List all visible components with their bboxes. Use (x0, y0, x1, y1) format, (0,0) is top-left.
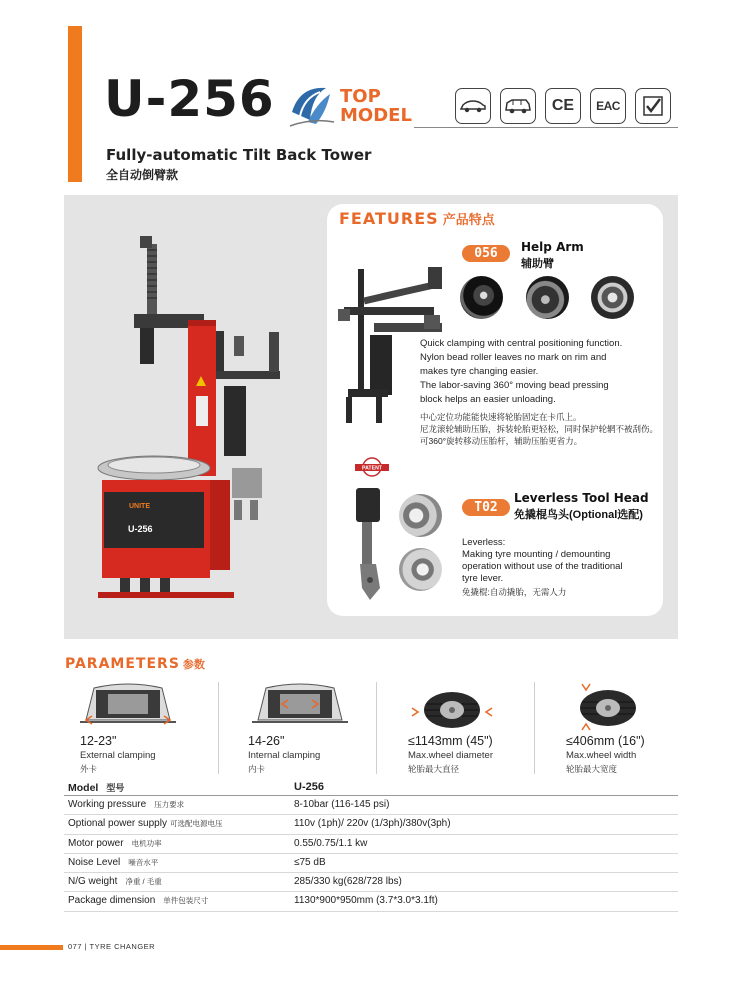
features-heading (339, 209, 495, 228)
parameters-title: PARAMETERS (65, 656, 180, 672)
table-row (64, 873, 678, 892)
features-title-cn: 产品特点 (442, 213, 495, 228)
help-arm-desc-cn-line: 中心定位功能能快速将轮胎固定在卡爪上。 (420, 412, 582, 422)
tool-head-desc-line: operation without use of the traditional (462, 561, 623, 572)
help-arm-desc-line: The labor-saving 360° moving bead pressing (420, 380, 609, 391)
internal-clamping-label: Internal clamping (248, 750, 321, 761)
table-row (64, 835, 678, 854)
row-value: 0.55/0.75/1.1 kw (294, 837, 368, 849)
internal-clamping-label-cn: 内卡 (248, 764, 266, 774)
model-label-cn: 型号 (106, 783, 125, 793)
table-header-row (64, 778, 678, 796)
help-arm-desc-line: Quick clamping with central positioning function. (420, 338, 623, 349)
top-model-emblem-icon (286, 82, 340, 132)
help-arm-desc-line: makes tyre changing easier. (420, 366, 539, 377)
car-icon (455, 88, 491, 124)
table-row (64, 796, 678, 815)
bead-roller-detail-image (460, 276, 503, 319)
help-arm-desc-line: Nylon bead roller leaves no mark on rim and (420, 352, 607, 363)
help-arm-code-badge: 056 (462, 245, 510, 262)
parameters-heading (65, 656, 205, 672)
patent-text: PATENT (362, 465, 382, 472)
row-label-en: Optional power supply (68, 818, 167, 830)
row-label (68, 876, 162, 887)
parameters-title-cn: 参数 (182, 658, 205, 671)
row-value: 8-10bar (116-145 psi) (294, 799, 390, 810)
footer-accent-bar (0, 945, 63, 950)
external-clamping-icon (80, 680, 176, 726)
tool-head-detail-image-1 (399, 494, 442, 537)
tool-head-description (462, 537, 623, 585)
ce-mark-icon: CE (545, 88, 581, 124)
features-title: FEATURES (339, 209, 439, 228)
max-wheel-width-value: ≤406mm (16") (566, 734, 645, 748)
row-label (68, 818, 222, 829)
clamp-detail-image (526, 276, 569, 319)
tool-head-detail-image-2 (399, 548, 442, 591)
row-label-cn: 压力要求 (154, 800, 185, 809)
help-arm-desc-line: block helps an easier unloading. (420, 394, 556, 405)
help-arm-title-cn: 辅助臂 (521, 258, 554, 270)
spec-table (64, 778, 678, 912)
row-label-cn: 电机功率 (131, 838, 162, 848)
max-wheel-width-label: Max.wheel width (566, 750, 637, 761)
footer-page-label: 077 | TYRE CHANGER (68, 942, 156, 951)
param-divider (534, 682, 535, 774)
max-wheel-width-label-cn: 轮胎最大宽度 (566, 764, 618, 774)
help-arm-desc-cn-line: 可360°旋转移动压胎杆，辅助压胎更省力。 (420, 436, 583, 446)
wheel-diameter-icon (404, 688, 500, 730)
leverless-tool-head-image (350, 476, 392, 604)
tool-head-description-cn: 免撬棍:自动撬胎，无需人力 (462, 587, 567, 597)
accent-bar (68, 26, 82, 182)
tool-head-title: Leverless Tool Head (514, 491, 649, 505)
external-clamping-label-cn: 外卡 (80, 764, 98, 774)
subtitle-en: Fully-automatic Tilt Back Tower (106, 146, 372, 164)
subtitle-cn: 全自动倒臂款 (106, 168, 179, 182)
machine-model-label: U-256 (128, 524, 153, 534)
tool-head-code-badge: T02 (462, 499, 510, 516)
max-wheel-diameter-label-cn: 轮胎最大直径 (408, 764, 460, 774)
table-header-value: U-256 (294, 781, 324, 793)
internal-clamping-icon (252, 680, 348, 726)
external-clamping-value: 12-23" (80, 734, 117, 748)
row-label-en: Noise Level (68, 856, 121, 868)
row-label (68, 857, 158, 868)
pressing-block-detail-image (591, 276, 634, 319)
max-wheel-diameter-value: ≤1143mm (45") (408, 734, 493, 748)
internal-clamping-value: 14-26" (248, 734, 285, 748)
param-divider (376, 682, 377, 774)
max-wheel-diameter-label: Max.wheel diameter (408, 750, 494, 761)
help-arm-description (420, 337, 622, 407)
tool-head-title-cn: 免撬棍鸟头(Optional选配) (514, 509, 643, 521)
top-model-label (340, 87, 412, 125)
model-label: Model (68, 782, 99, 794)
eac-mark-icon: EAC (590, 88, 626, 124)
help-arm-desc-cn-line: 尼龙滚轮辅助压胎，拆装轮胎更轻松，同时保护轮辋不被刮伤。 (420, 424, 659, 434)
certification-icons (455, 88, 671, 124)
row-value: 1130*900*950mm (3.7*3.0*3.1ft) (294, 895, 438, 907)
help-arm-title: Help Arm (521, 240, 584, 254)
machine-brand: UNITE (129, 503, 150, 510)
row-value: 110v (1ph)/ 220v (1/3ph)/380v(3ph) (294, 818, 451, 830)
row-label-en: Working pressure (68, 799, 147, 810)
top-model-line1: TOP (340, 86, 381, 107)
help-arm-description-cn (420, 411, 658, 447)
row-label-cn: 可选配电源电压 (169, 819, 223, 829)
tool-head-desc-line: Leverless: (462, 537, 506, 548)
row-label (68, 838, 162, 849)
row-label (68, 895, 208, 906)
row-label-cn: 单件包装尺寸 (163, 896, 209, 906)
row-label-cn: 噪音水平 (128, 857, 159, 867)
table-row (64, 854, 678, 873)
row-label-cn: 净重 / 毛重 (125, 877, 162, 887)
row-label-en: N/G weight (68, 876, 118, 888)
patent-badge-icon (355, 457, 389, 477)
row-label (68, 799, 184, 810)
row-label-en: Motor power (68, 837, 124, 849)
top-model-line2: MODEL (340, 105, 412, 126)
row-label-en: Package dimension (68, 895, 156, 907)
row-value: ≤75 dB (294, 856, 326, 868)
tool-head-desc-line: Making tyre mounting / demounting (462, 549, 611, 560)
wheel-width-icon (574, 680, 640, 732)
model-title: U-256 (104, 70, 275, 128)
table-row (64, 815, 678, 834)
tyre-changer-machine-image (84, 236, 284, 612)
table-row (64, 892, 678, 911)
suv-icon (500, 88, 536, 124)
rohs-mark-icon (635, 88, 671, 124)
row-value: 285/330 kg(628/728 lbs) (294, 876, 402, 888)
param-divider (218, 682, 219, 774)
external-clamping-label: External clamping (80, 750, 156, 761)
header-divider (414, 127, 678, 128)
tool-head-desc-line: tyre lever. (462, 573, 504, 584)
table-header-label (68, 781, 124, 794)
